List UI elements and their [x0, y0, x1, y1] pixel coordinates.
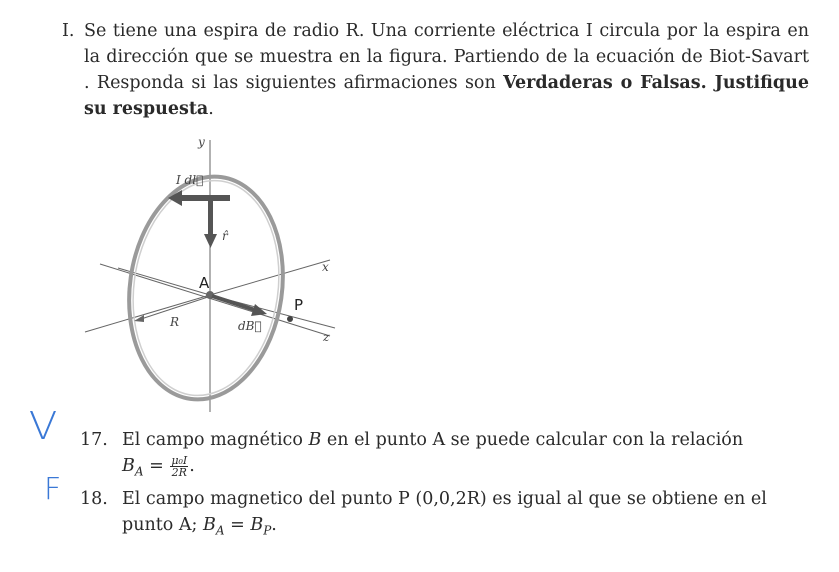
statement-17-part2: en el punto A se puede calcular con la relación: [321, 430, 744, 450]
problem-number: I.: [62, 21, 75, 41]
statement-18-rhs: B: [250, 515, 264, 535]
db-arrow-shaft: [212, 296, 255, 310]
problem-statement: [84, 18, 809, 122]
statement-18-sub2: P: [263, 523, 272, 538]
loop-figure: [60, 130, 380, 415]
r-arrow-head: [204, 234, 217, 248]
diagonal-axis-2: [210, 260, 330, 295]
db-label: dB⃗: [238, 319, 262, 333]
idl-arrow-shaft: [178, 195, 230, 201]
statement-17-part1: El campo magnético: [122, 430, 309, 450]
statement-17-number: 17.: [80, 430, 108, 450]
axis-x-label: x: [322, 260, 329, 274]
problem-bold-text: Verdaderas o Falsas. Justifique su respuesta: [84, 73, 809, 119]
problem-text: Se tiene una espira de radio R. Una corriente eléctrica I circula por la espira en la dirección que se muestra en la figura. Partiendo de la ecuación de Biot-Savart . Responda si las siguientes afirmaciones son: [84, 21, 809, 93]
statement-17-end: .: [189, 456, 195, 476]
radius-label: R: [170, 315, 180, 329]
point-a-label: A: [199, 274, 210, 292]
fraction-numerator: μ₀I: [171, 454, 188, 467]
diagonal-axis: [85, 295, 210, 332]
fraction-denominator: 2R: [171, 466, 187, 479]
problem-end: .: [208, 99, 214, 119]
statement-18-end: .: [271, 515, 277, 535]
statement-18-text: [122, 486, 802, 544]
statement-17-text: [122, 427, 802, 485]
statement-18-sub1: A: [215, 523, 225, 538]
axis-y-label: y: [198, 135, 205, 149]
idl-label: I dl⃗: [176, 173, 204, 187]
statement-17-lhs: B: [122, 456, 135, 476]
db-arrow-head: [251, 304, 267, 316]
statement-17-fraction: [170, 455, 188, 478]
statement-17-eq: =: [143, 456, 170, 476]
axis-z-label: z: [323, 330, 330, 344]
statement-18-eq: =: [224, 515, 251, 535]
handwritten-mark-17: V: [28, 404, 58, 448]
loop-diagram: [60, 130, 380, 415]
statement-17-sub: A: [134, 464, 144, 479]
r-hat-label: r̂: [222, 229, 228, 243]
r-arrow-shaft: [208, 200, 213, 236]
point-p: [287, 316, 293, 322]
statement-18-lhs: B: [202, 515, 216, 535]
handwritten-mark-18: F: [44, 472, 62, 507]
statement-18-part1: El campo magnetico del punto P (0,0,2R) es igual al que se obtiene en el punto A;: [122, 489, 767, 535]
statement-17-b: B: [308, 430, 322, 450]
statement-18-number: 18.: [80, 489, 108, 509]
point-p-label: P: [294, 296, 304, 314]
